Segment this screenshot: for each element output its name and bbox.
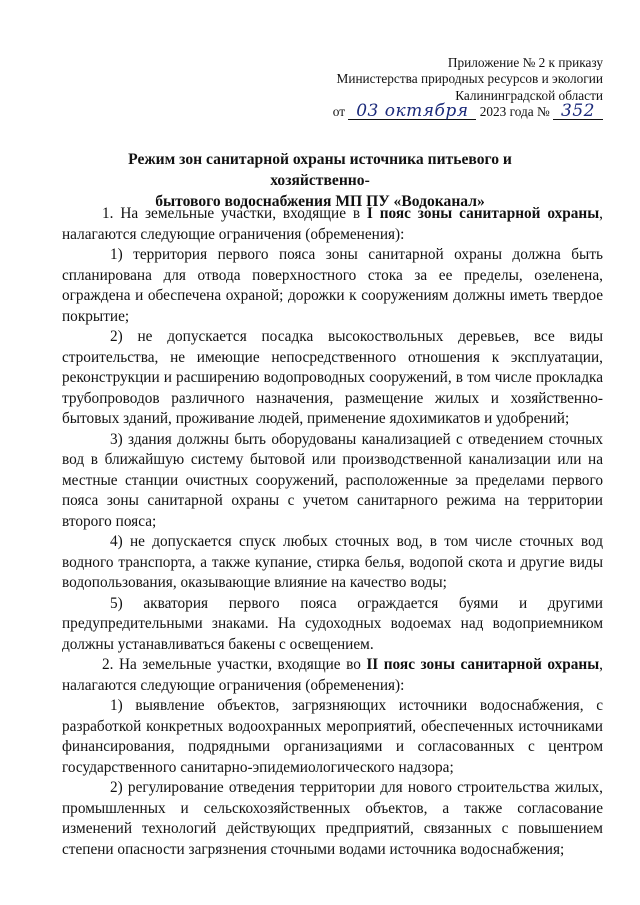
section-2-bold: II пояс зоны санитарной охраны [366,656,600,673]
handwritten-date: 03 октября [356,101,469,122]
title-line-1: Режим зон санитарной охраны источника питьевого и хозяйственно- [128,151,512,189]
section-1-item: 3) здания должны быть оборудованы канализацией с отведением сточных вод в ближайшую систему бытовой или производственной канализации или на местные станции очистных сооружений, расположенные за пределами первого пояса зоны санитарной охраны с учетом санитарного режима на территории второго пояса; [62,430,603,530]
document-title [80,149,560,212]
appendix-line-1: Приложение № 2 к приказу [447,55,603,70]
section-1-heading [62,204,603,245]
appendix-line-2: Министерства природных ресурсов и экологии [336,71,603,87]
section-1-item: 1) территория первого пояса зоны санитарной охраны должна быть спланирована для отвода поверхностного стока за ее пределы, озеленена, ограждена и обеспечена охраной; дорожки к сооружениям должны иметь твердое покрытие; [62,246,603,325]
section-2-lead: 2. На земельные участки, входящие во [102,656,367,673]
section-1-lead: 1. На земельные участки, входящие в [102,205,367,222]
section-1-item: 2) не допускается посадка высокоствольных деревьев, все виды строительства, не имеющие непосредственного отношения к эксплуатации, реконструкции и расширению водопроводных сооружений, в том числе прокладка трубопроводов различного назначения, размещение жилых и хозяйственно-бытовых зданий, проживание людей, применение ядохимикатов и удобрений; [62,328,603,427]
number-blank [553,101,603,122]
section-1-item: 5) акватория первого пояса ограждается буями и другими предупредительными знаками. На судоходных водоемах над водоприемником должны устанавливаться бакены с освещением. [62,594,603,653]
section-2-tail: , налагаются следующие ограничения (обременения): [62,656,603,694]
date-blank [348,101,476,122]
title-line-2: бытового водоснабжения МП ПУ «Водоканал» [155,193,485,210]
appendix-date-line [332,101,603,122]
year-text: 2023 года № [479,104,550,120]
appendix-header [333,55,603,121]
document-body [62,204,603,860]
from-prefix: от [332,104,346,120]
section-2-item: 2) регулирование отведения территории для нового строительства жилых, промышленных и сельскохозяйственных объектов, а также согласование изменений технологий действующих предприятий, связанных с повышением степени опасности загрязнения сточными водами источника водоснабжения; [62,779,603,858]
handwritten-number: 352 [561,101,595,122]
section-1-item: 4) не допускается спуск любых сточных вод, в том числе сточных вод водного транспорта, а также купание, стирка белья, водопой скота и другие виды водопользования, оказывающие влияние на качество воды; [62,533,603,591]
section-2-item: 1) выявление объектов, загрязняющих источники водоснабжения, с разработкой конкретных водоохранных мероприятий, обеспеченных источниками финансирования, подрядными организациями и согласованных с центром государственного санитарно-эпидемиологического надзора; [62,697,603,776]
appendix-line-3: Калининградской области [455,87,603,103]
section-1-bold: I пояс зоны санитарной охраны [366,205,600,222]
section-1-tail: , налагаются следующие ограничения (обременения): [62,205,603,243]
section-2-heading [62,655,603,696]
